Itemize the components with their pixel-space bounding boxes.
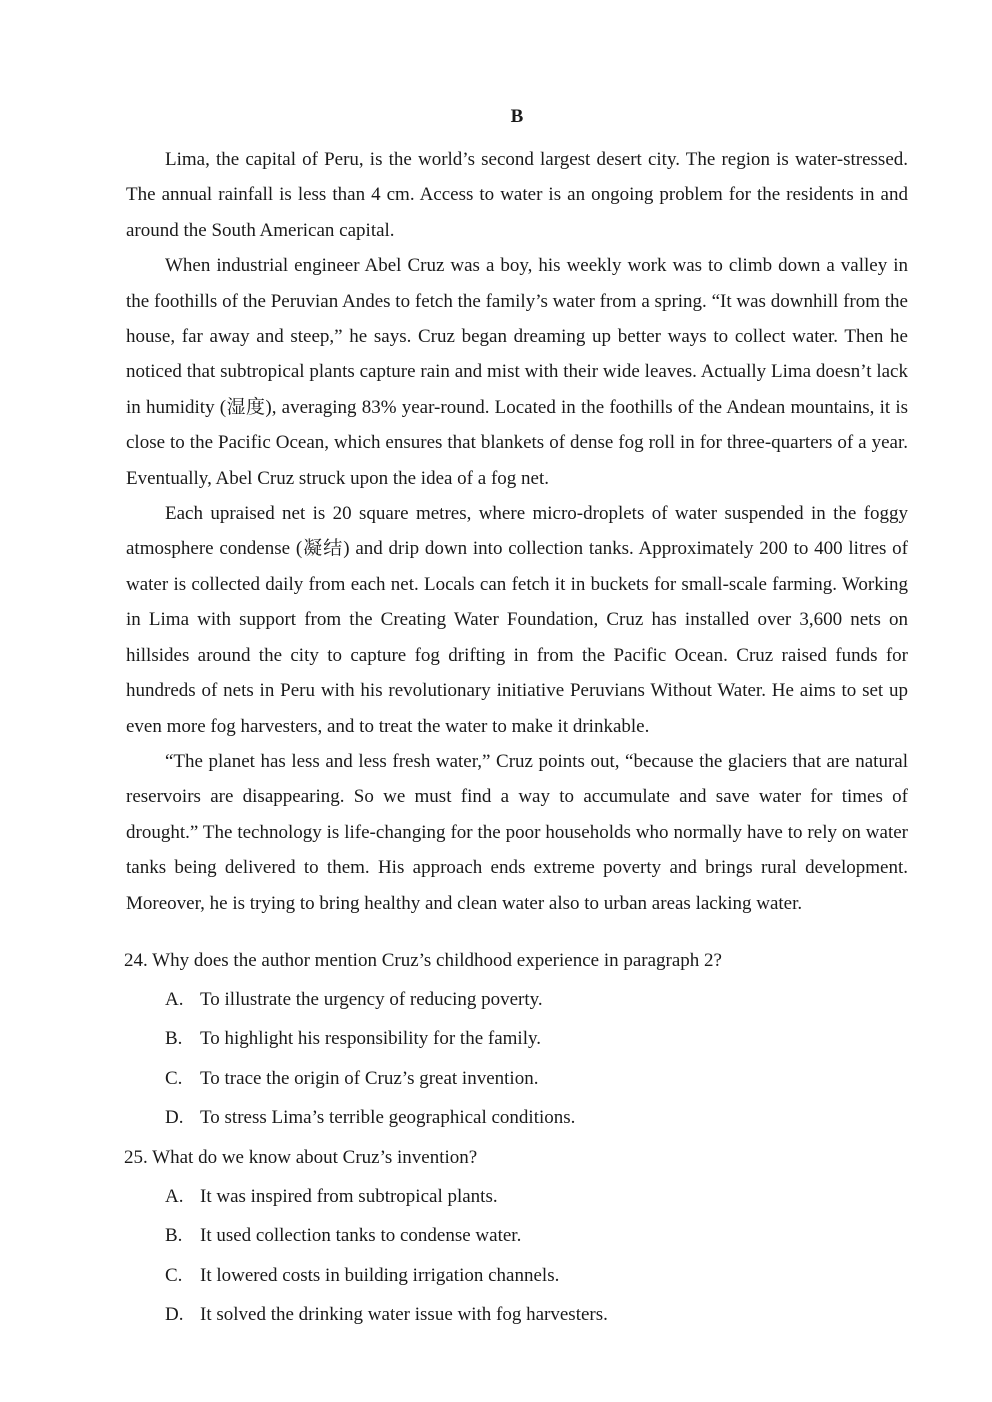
question-text: What do we know about Cruz’s invention? bbox=[152, 1146, 478, 1168]
option-text: It used collection tanks to condense water. bbox=[200, 1225, 522, 1247]
question-number: 25. bbox=[124, 1146, 148, 1168]
passage-paragraph-4: “The planet has less and less fresh water,” Cruz points out, “because the glaciers that are natural reservoirs are disappearing. So we must find a way to accumulate and save water for times of drought.” The technology is life-changing for the poor households who normally have to rely on water tanks being delivered to them. His approach ends extreme poverty and brings rural development. Moreover, he is trying to bring healthy and clean water also to urban areas lacking water. bbox=[126, 750, 908, 914]
question-stem bbox=[126, 941, 908, 980]
question-number: 24. bbox=[124, 949, 148, 971]
option-letter: C. bbox=[165, 1067, 183, 1089]
option-letter: D. bbox=[165, 1304, 184, 1326]
option-c[interactable] bbox=[165, 1256, 908, 1296]
option-letter: A. bbox=[165, 988, 184, 1010]
section-heading: B bbox=[510, 106, 524, 127]
option-text: To stress Lima’s terrible geographical conditions. bbox=[200, 1107, 576, 1129]
option-b[interactable] bbox=[165, 1216, 908, 1256]
option-text: To highlight his responsibility for the family. bbox=[200, 1028, 541, 1050]
question-24 bbox=[126, 941, 908, 1138]
option-d[interactable] bbox=[165, 1098, 908, 1138]
option-letter: C. bbox=[165, 1264, 183, 1286]
option-c[interactable] bbox=[165, 1059, 908, 1099]
passage-paragraph-1: Lima, the capital of Peru, is the world’s second largest desert city. The region is water-stressed. The annual rainfall is less than 4 cm. Access to water is an ongoing problem for the residents in and around the South American capital. bbox=[126, 149, 908, 241]
passage-paragraph-2: When industrial engineer Abel Cruz was a boy, his weekly work was to climb down a valley in the foothills of the Peruvian Andes to fetch the family’s water from a spring. “It was downhill from the house, far away and steep,” he says. Cruz began dreaming up better ways to collect water. Then he noticed that subtropical plants capture rain and mist with their wide leaves. Actually Lima doesn’t lack in humidity (湿度), averaging 83% year-round. Located in the foothills of the Andean mountains, it is close to the Pacific Ocean, which ensures that blankets of dense fog roll in for three-quarters of a year. Eventually, Abel Cruz struck upon the idea of a fog net. bbox=[126, 255, 908, 489]
option-d[interactable] bbox=[165, 1295, 908, 1335]
question-text: Why does the author mention Cruz’s childhood experience in paragraph 2? bbox=[152, 949, 722, 971]
option-letter: A. bbox=[165, 1185, 184, 1207]
option-a[interactable] bbox=[165, 1177, 908, 1217]
option-letter: B. bbox=[165, 1225, 183, 1247]
option-text: It solved the drinking water issue with fog harvesters. bbox=[200, 1304, 608, 1326]
option-letter: D. bbox=[165, 1107, 184, 1129]
reading-passage bbox=[126, 142, 908, 921]
passage-paragraph-3: Each upraised net is 20 square metres, where micro-droplets of water suspended in the foggy atmosphere condense (凝结) and drip down into collection tanks. Approximately 200 to 400 litres of water is collected daily from each net. Locals can fetch it in buckets for small-scale farming. Working in Lima with support from the Creating Water Foundation, Cruz has installed over 3,600 nets on hillsides around the city to capture fog drifting in from the Pacific Ocean. Cruz raised funds for hundreds of nets in Peru with his revolutionary initiative Peruvians Without Water. He aims to set up even more fog harvesters, and to treat the water to make it drinkable. bbox=[126, 503, 908, 737]
question-stem bbox=[126, 1138, 908, 1177]
option-text: To trace the origin of Cruz’s great invention. bbox=[200, 1067, 539, 1089]
option-text: It was inspired from subtropical plants. bbox=[200, 1185, 498, 1207]
question-25 bbox=[126, 1138, 908, 1335]
option-letter: B. bbox=[165, 1028, 183, 1050]
option-b[interactable] bbox=[165, 1019, 908, 1059]
question-list bbox=[126, 941, 908, 1335]
option-text: To illustrate the urgency of reducing poverty. bbox=[200, 988, 543, 1010]
option-a[interactable] bbox=[165, 980, 908, 1020]
option-text: It lowered costs in building irrigation channels. bbox=[200, 1264, 560, 1286]
